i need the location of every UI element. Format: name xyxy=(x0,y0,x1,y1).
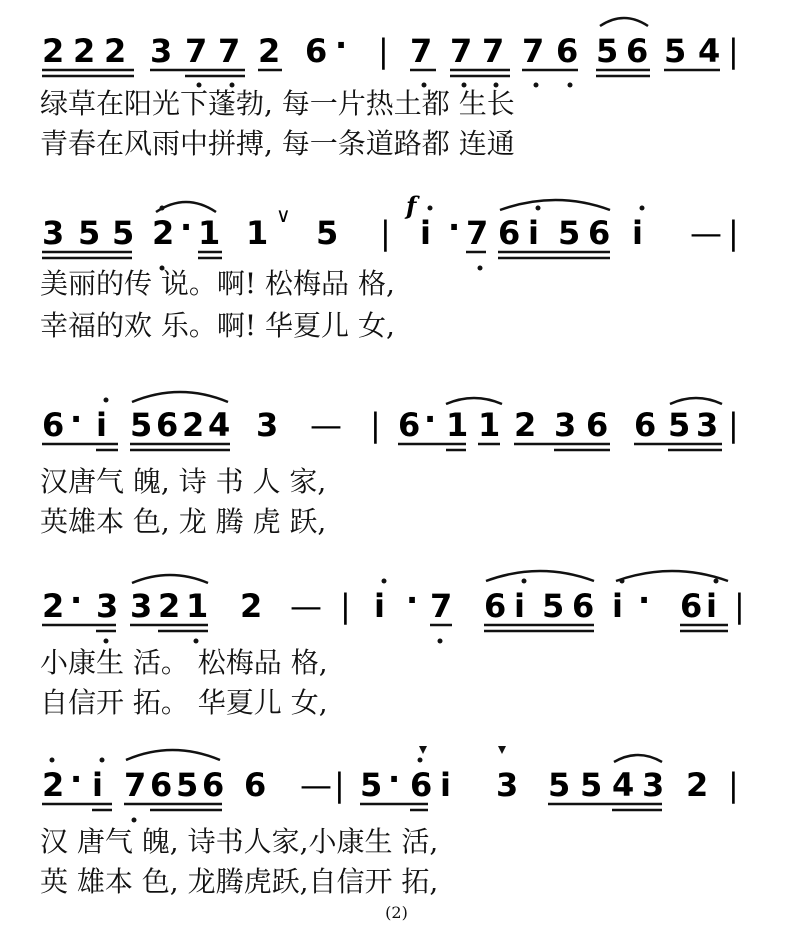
barline: | xyxy=(728,406,739,444)
note: 1 xyxy=(246,214,269,252)
lyric-verse-1: 汉唐气 魄, 诗 书 人 家, xyxy=(40,465,327,498)
note: 3 xyxy=(130,587,153,625)
dot: · xyxy=(70,400,83,438)
note: 2 xyxy=(42,766,65,804)
note: 2 xyxy=(42,587,65,625)
note: 1 xyxy=(186,587,209,625)
note: 5 xyxy=(176,766,199,804)
lyric-verse-2: 英雄本 色, 龙 腾 虎 跃, xyxy=(40,505,327,538)
dynamic-forte: f xyxy=(406,191,417,220)
barline: | xyxy=(728,214,739,252)
note: 7 xyxy=(218,32,241,70)
score-system-1 xyxy=(0,0,793,175)
note: 5 xyxy=(316,214,339,252)
note: 6 xyxy=(626,32,649,70)
score-system-5 xyxy=(0,740,793,915)
note: 3 xyxy=(96,587,119,625)
dot: · xyxy=(406,581,419,619)
lyric-verse-1: 汉 唐气 魄, 诗书人家,小康生 活, xyxy=(40,825,439,858)
note: 4 xyxy=(612,766,635,804)
note: 6 xyxy=(202,766,225,804)
note: 5 xyxy=(580,766,603,804)
note: 3 xyxy=(256,406,279,444)
note: 5 xyxy=(596,32,619,70)
score-system-4 xyxy=(0,565,793,740)
dot: · xyxy=(638,581,651,619)
score-system-2 xyxy=(0,188,793,363)
note: 6 xyxy=(305,32,328,70)
page-number: (2) xyxy=(385,903,408,922)
note: 5 xyxy=(558,214,581,252)
barline: | xyxy=(334,766,345,804)
note: 2 xyxy=(686,766,709,804)
note: 1 xyxy=(478,406,501,444)
note: 3 xyxy=(642,766,665,804)
note: 7 xyxy=(410,32,433,70)
note: 2 xyxy=(152,214,175,252)
note: i xyxy=(514,587,525,625)
barline: | xyxy=(734,587,745,625)
note: 5 xyxy=(548,766,571,804)
lyric-verse-2: 青春在风雨中拼搏, 每一条道路都 连通 xyxy=(40,127,515,160)
note: 5 xyxy=(360,766,383,804)
note: 6 xyxy=(410,766,433,804)
note: i xyxy=(374,587,385,625)
dot: · xyxy=(180,208,193,246)
note: 6 xyxy=(42,406,65,444)
note: 6 xyxy=(156,406,179,444)
note: 2 xyxy=(514,406,537,444)
breath-mark: ∨ xyxy=(276,203,291,227)
note: 6 xyxy=(484,587,507,625)
lyric-verse-1: 绿草在阳光下蓬勃, 每一片热土都 生长 xyxy=(40,87,515,120)
note: 7 xyxy=(430,587,453,625)
dash: — xyxy=(300,766,332,804)
note: 3 xyxy=(696,406,719,444)
barline: | xyxy=(728,766,739,804)
note: i xyxy=(92,766,103,804)
note: 3 xyxy=(496,766,519,804)
dot: · xyxy=(70,760,83,798)
dot: · xyxy=(388,760,401,798)
note: 6 xyxy=(244,766,267,804)
dot: · xyxy=(424,400,437,438)
note: 2 xyxy=(73,32,96,70)
note: 1 xyxy=(446,406,469,444)
dash: — xyxy=(290,587,322,625)
note: 4 xyxy=(208,406,231,444)
notation-line-5 xyxy=(0,740,793,835)
note: 2 xyxy=(104,32,127,70)
note: 5 xyxy=(542,587,565,625)
note: i xyxy=(420,214,431,252)
note: 3 xyxy=(150,32,173,70)
dot: · xyxy=(448,208,461,246)
note: 7 xyxy=(466,214,489,252)
note: 6 xyxy=(556,32,579,70)
dot: · xyxy=(70,581,83,619)
note: 7 xyxy=(522,32,545,70)
note: 7 xyxy=(124,766,147,804)
dash: — xyxy=(690,214,722,252)
score-system-3 xyxy=(0,388,793,563)
barline: | xyxy=(380,214,391,252)
note: 2 xyxy=(182,406,205,444)
note: i xyxy=(612,587,623,625)
note: i xyxy=(632,214,643,252)
note: 5 xyxy=(78,214,101,252)
note: 2 xyxy=(258,32,281,70)
note: i xyxy=(706,587,717,625)
note: i xyxy=(96,406,107,444)
note: 1 xyxy=(198,214,221,252)
note: 5 xyxy=(112,214,135,252)
lyric-verse-2: 自信开 拓。 华夏儿 女, xyxy=(40,686,328,719)
note: 6 xyxy=(680,587,703,625)
lyric-verse-1: 小康生 活。 松梅品 格, xyxy=(40,646,328,679)
note: i xyxy=(440,766,451,804)
note: 5 xyxy=(668,406,691,444)
note: 6 xyxy=(634,406,657,444)
note: 6 xyxy=(586,406,609,444)
note: 6 xyxy=(398,406,421,444)
note: 5 xyxy=(130,406,153,444)
dash: — xyxy=(310,406,342,444)
note: 6 xyxy=(150,766,173,804)
note: 6 xyxy=(572,587,595,625)
note: 4 xyxy=(698,32,721,70)
note: 6 xyxy=(588,214,611,252)
note: 7 xyxy=(482,32,505,70)
note: 3 xyxy=(554,406,577,444)
lyric-verse-1: 美丽的传 说。啊! 松梅品 格, xyxy=(40,267,395,300)
note: 7 xyxy=(450,32,473,70)
note: 3 xyxy=(42,214,65,252)
note: 7 xyxy=(185,32,208,70)
note: i xyxy=(528,214,539,252)
lyric-verse-2: 幸福的欢 乐。啊! 华夏儿 女, xyxy=(40,309,395,342)
note: 6 xyxy=(498,214,521,252)
barline: | xyxy=(378,32,389,70)
dot: · xyxy=(335,26,348,64)
note: 2 xyxy=(240,587,263,625)
note: 5 xyxy=(664,32,687,70)
note: 2 xyxy=(42,32,65,70)
barline: | xyxy=(370,406,381,444)
lyric-verse-2: 英 雄本 色, 龙腾虎跃,自信开 拓, xyxy=(40,865,439,898)
barline: | xyxy=(728,32,739,70)
notation-line-1 xyxy=(0,0,793,95)
note: 2 xyxy=(158,587,181,625)
barline: | xyxy=(340,587,351,625)
